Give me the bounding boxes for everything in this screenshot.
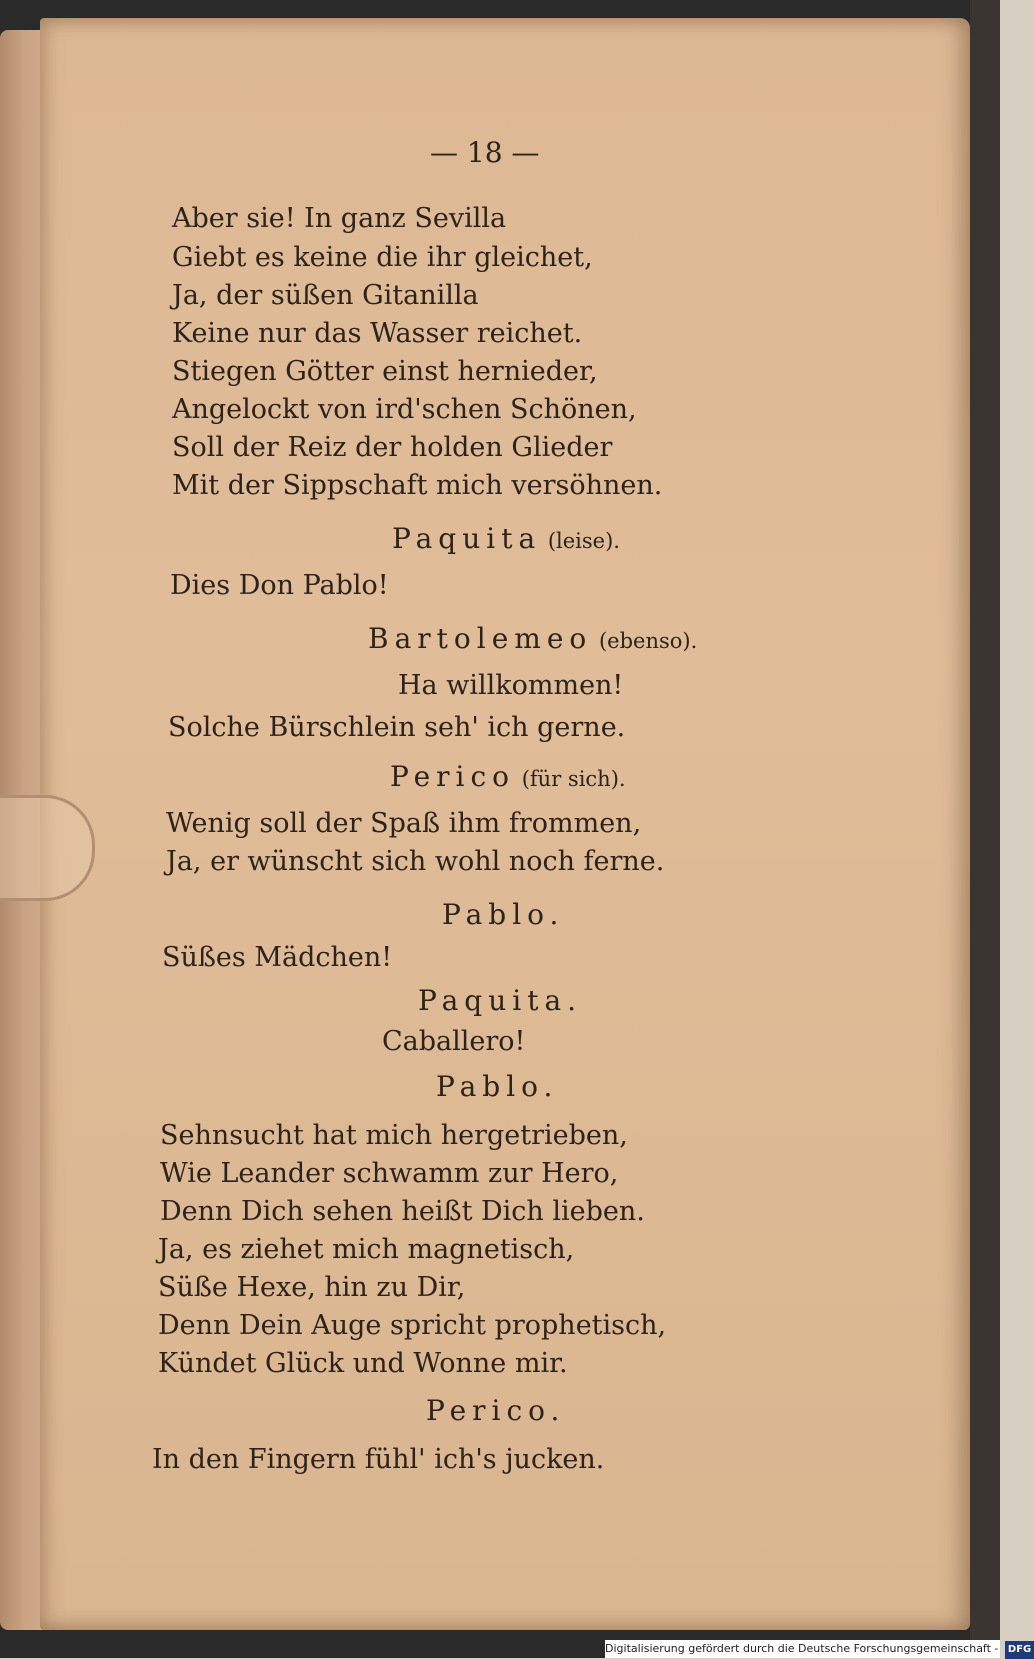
speaker-name: Perico: [390, 760, 516, 793]
footer-bar: [605, 1640, 1032, 1658]
stage-direction: (ebenso).: [592, 629, 698, 653]
verse-line: Soll der Reiz der holden Glieder: [172, 432, 613, 463]
speaker-name: Pablo.: [442, 898, 565, 931]
speaker-heading: [390, 760, 626, 793]
verse-line: Ja, es ziehet mich magnetisch,: [158, 1234, 575, 1265]
verse-line: Wie Leander schwamm zur Hero,: [160, 1158, 619, 1189]
verse-line: Süßes Mädchen!: [162, 942, 393, 973]
right-margin-strip: [970, 0, 1000, 1640]
speaker-name: Bartolemeo: [368, 622, 593, 655]
verse-line: Aber sie! In ganz Sevilla: [172, 203, 507, 234]
dfg-logo: DFG: [1005, 1641, 1034, 1659]
stage-direction: (leise).: [541, 529, 620, 553]
verse-line: Denn Dein Auge spricht prophetisch,: [158, 1310, 667, 1341]
verse-line: Ha willkommen!: [398, 670, 624, 701]
footer-credit: Digitalisierung gefördert durch die Deutsche Forschungsgemeinschaft -: [605, 1642, 999, 1655]
speaker-heading: [418, 984, 582, 1017]
verse-line: Stiegen Götter einst hernieder,: [172, 356, 598, 387]
speaker-name: Paquita: [392, 522, 542, 555]
verse-line: Dies Don Pablo!: [170, 570, 389, 601]
verse-line: Wenig soll der Spaß ihm frommen,: [166, 808, 642, 839]
speaker-name: Perico.: [426, 1394, 566, 1427]
verse-line: Keine nur das Wasser reichet.: [172, 318, 583, 349]
speaker-heading: [368, 622, 697, 655]
verse-line: Mit der Sippschaft mich versöhnen.: [172, 470, 663, 501]
verse-line: Ja, der süßen Gitanilla: [172, 280, 479, 311]
speaker-heading: [392, 522, 620, 555]
page-clip: [0, 795, 95, 901]
stage-direction: (für sich).: [515, 767, 626, 791]
verse-line: Angelockt von ird'schen Schönen,: [172, 394, 637, 425]
verse-line: Denn Dich sehen heißt Dich lieben.: [160, 1196, 645, 1227]
speaker-heading: [442, 898, 564, 931]
verse-line: In den Fingern fühl' ich's jucken.: [152, 1444, 605, 1475]
verse-line: Giebt es keine die ihr gleichet,: [172, 242, 593, 273]
verse-line: Süße Hexe, hin zu Dir,: [158, 1272, 466, 1303]
speaker-name: Pablo.: [436, 1070, 559, 1103]
speaker-heading: [436, 1070, 558, 1103]
verse-line: Kündet Glück und Wonne mir.: [158, 1348, 568, 1379]
page-number: — 18 —: [430, 136, 540, 169]
speaker-name: Paquita.: [418, 984, 583, 1017]
speaker-heading: [426, 1394, 565, 1427]
verse-line: Caballero!: [382, 1026, 526, 1057]
verse-line: Ja, er wünscht sich wohl noch ferne.: [166, 846, 665, 877]
verse-line: Sehnsucht hat mich hergetrieben,: [160, 1120, 628, 1151]
verse-line: Solche Bürschlein seh' ich gerne.: [168, 712, 626, 743]
